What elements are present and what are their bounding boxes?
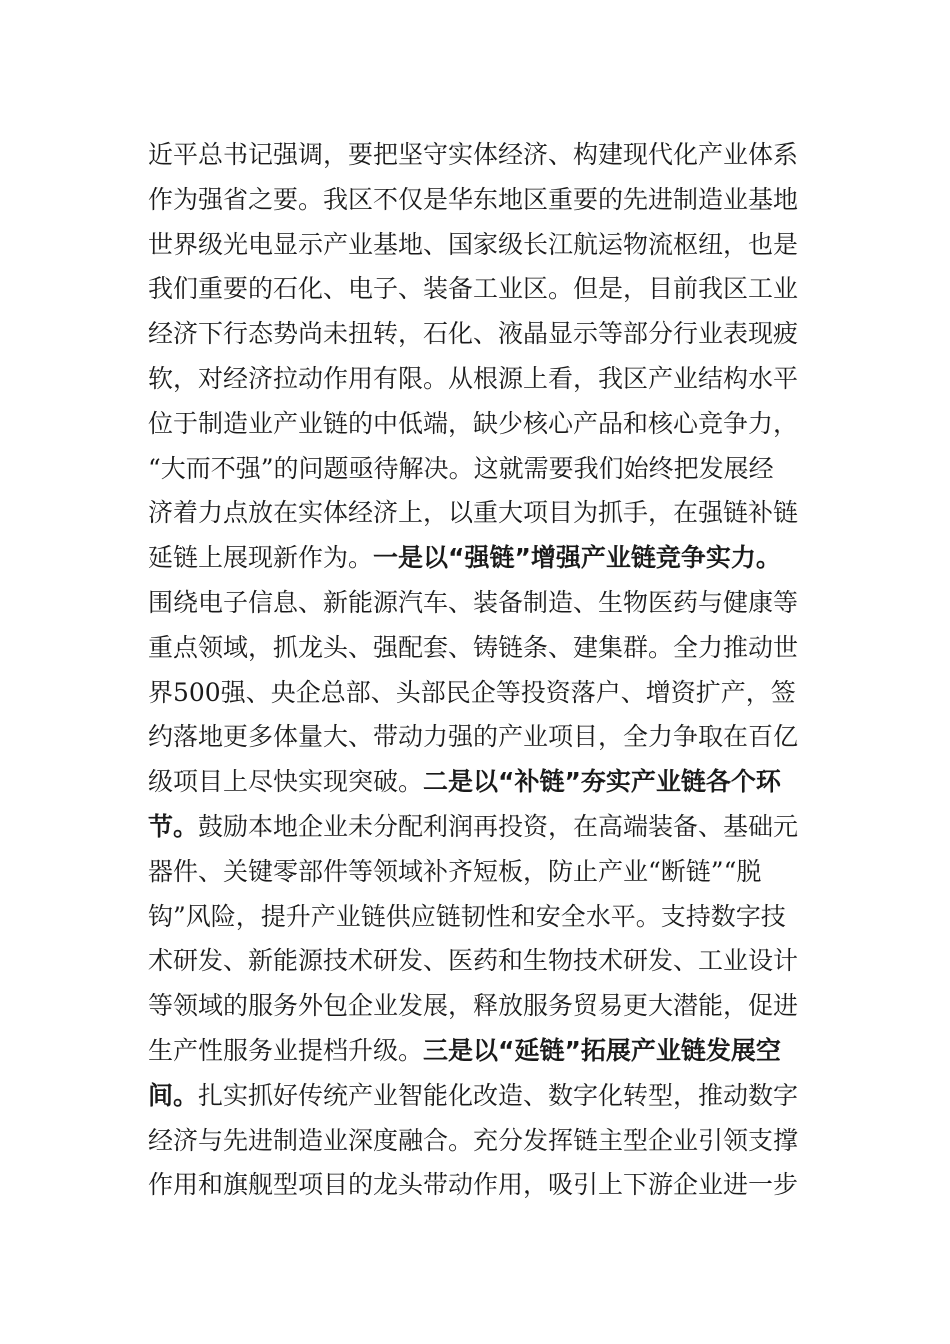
line-text: 鼓励本地企业未分配利润再投资，在高端装备、基础元	[198, 811, 799, 841]
line-text: 近平总书记强调，要把坚守实体经济、构建现代化产业体系	[148, 140, 799, 169]
line-text: “大而不强”的问题亟待解决。这就需要我们始终把发展经	[148, 453, 774, 483]
emphasis-text: 节。	[148, 811, 199, 841]
line-text: 约落地更多体量大、带动力强的产业项目，全力争取在百亿	[148, 722, 799, 752]
text-line	[148, 626, 808, 671]
line-text: 钩”风险，提升产业链供应链韧性和安全水平。支持数字技	[148, 901, 786, 931]
line-text: 经济下行态势尚未扭转，石化、液晶显示等部分行业表现疲	[148, 319, 799, 349]
line-text: 级项目上尽快实现突破。	[148, 767, 424, 797]
text-line	[148, 402, 808, 447]
emphasis-text: 间。	[148, 1080, 199, 1110]
text-line	[148, 223, 808, 268]
text-line	[148, 491, 808, 536]
text-line	[148, 850, 808, 895]
text-line	[148, 536, 808, 581]
line-text: 器件、关键零部件等领域补齐短板，防止产业“断链”“脱	[148, 856, 762, 886]
line-text: 软，对经济拉动作用有限。从根源上看，我区产业结构水平	[148, 363, 799, 393]
emphasis-text: 三是以“延链”拓展产业链发展空	[423, 1035, 781, 1065]
emphasis-text: 二是以“补链”夯实产业链各个环	[423, 767, 781, 797]
line-text: 生产性服务业提档升级。	[148, 1035, 424, 1065]
line-text: 世界级光电显示产业基地、国家级长江航运物流枢纽，也是	[148, 229, 799, 259]
text-line	[148, 133, 808, 178]
line-text: 重点领域，抓龙头、强配套、铸链条、建集群。全力推动世	[148, 632, 799, 662]
text-line	[148, 178, 808, 223]
text-line	[148, 895, 808, 940]
body-text	[148, 133, 808, 1208]
line-text: 延链上展现新作为。	[148, 543, 374, 573]
text-line	[148, 357, 808, 402]
text-line	[148, 1029, 808, 1074]
text-line	[148, 1119, 808, 1164]
text-line	[148, 312, 808, 357]
line-text: 位于制造业产业链的中低端，缺少核心产品和核心竞争力，	[148, 408, 799, 438]
text-line	[148, 984, 808, 1029]
line-text: 作用和旗舰型项目的龙头带动作用，吸引上下游企业进一步	[148, 1170, 799, 1200]
text-line	[148, 805, 808, 850]
text-line	[148, 267, 808, 312]
line-text: 等领域的服务外包企业发展，释放服务贸易更大潜能，促进	[148, 991, 799, 1021]
line-text: 扎实抓好传统产业智能化改造、数字化转型，推动数字	[198, 1080, 799, 1110]
line-text: 作为强省之要。我区不仅是华东地区重要的先进制造业基地	[148, 184, 799, 214]
line-text: 我们重要的石化、电子、装备工业区。但是，目前我区工业	[148, 274, 799, 304]
line-text: 济着力点放在实体经济上，以重大项目为抓手，在强链补链	[148, 498, 799, 528]
text-line	[148, 671, 808, 716]
text-line	[148, 581, 808, 626]
text-line	[148, 939, 808, 984]
text-line	[148, 715, 808, 760]
text-line	[148, 1074, 808, 1119]
text-line	[148, 760, 808, 805]
emphasis-text: 一是以“强链”增强产业链竞争实力。	[373, 543, 781, 573]
text-line	[148, 1163, 808, 1208]
line-text: 经济与先进制造业深度融合。充分发挥链主型企业引领支撑	[148, 1125, 799, 1155]
line-text: 围绕电子信息、新能源汽车、装备制造、生物医药与健康等	[148, 587, 799, 617]
line-text: 术研发、新能源技术研发、医药和生物技术研发、工业设计	[148, 946, 799, 976]
line-text: 界500强、央企总部、头部民企等投资落户、增资扩产，签	[148, 677, 796, 707]
text-line	[148, 447, 808, 492]
